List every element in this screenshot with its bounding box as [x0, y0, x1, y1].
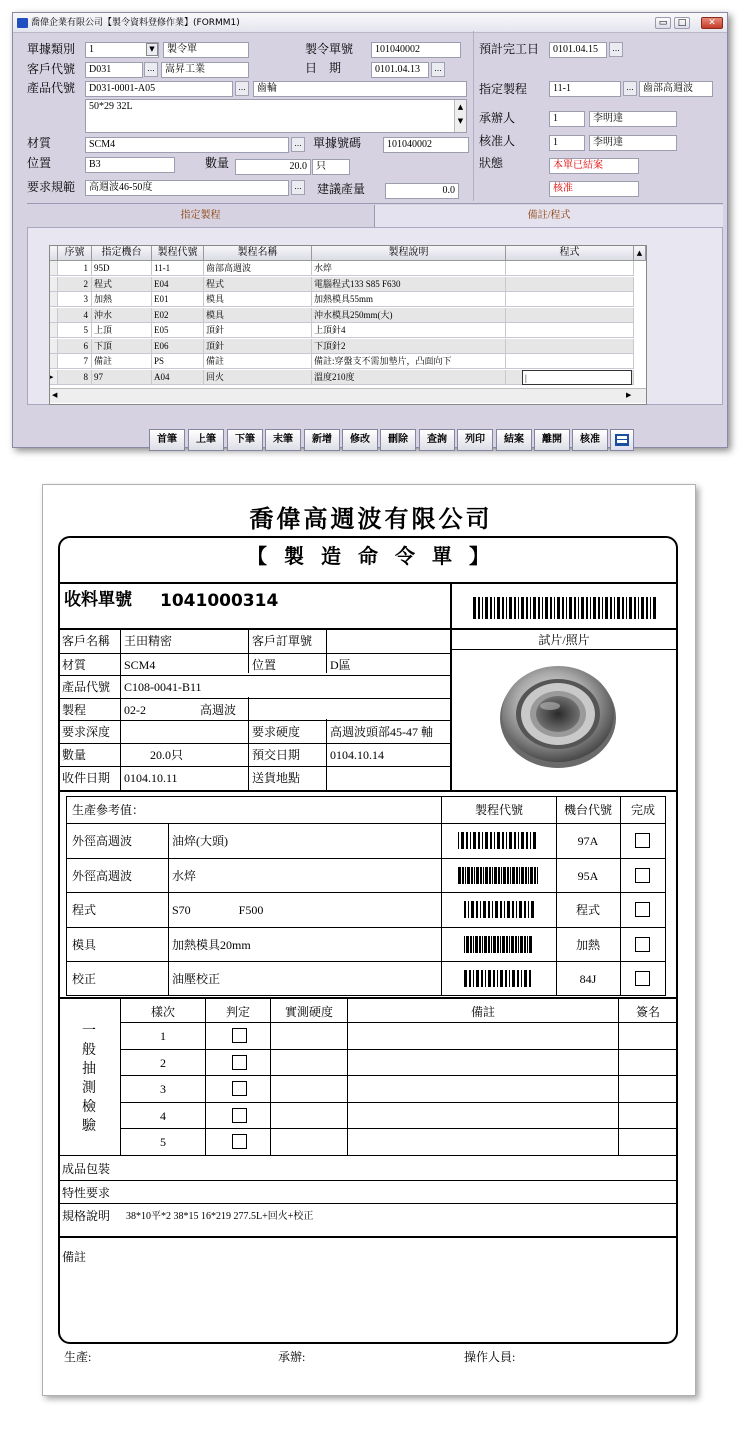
judgement-checkbox[interactable] — [232, 1081, 247, 1096]
process-barcode — [464, 936, 534, 953]
sample-number: 1 — [160, 1029, 166, 1043]
col-process-name[interactable]: 製程名稱 — [204, 246, 312, 261]
info-qty: 20.0只 — [150, 748, 184, 762]
doc-type-select[interactable]: 1 — [85, 42, 159, 58]
done-checkbox[interactable] — [635, 833, 650, 848]
grid-cell[interactable]: 8 — [58, 370, 92, 385]
info-process-name: 高週波 — [200, 703, 237, 717]
prod-hf-outer-2-a: 外徑高週波 — [72, 868, 133, 883]
grid-cell[interactable]: 95D — [92, 261, 152, 276]
col-process-desc[interactable]: 製程說明 — [312, 246, 506, 261]
grid-cell[interactable] — [506, 292, 634, 307]
process-lookup-button[interactable]: ... — [623, 81, 637, 96]
col-machine-code: 機台代號 — [563, 803, 612, 817]
requirement-lookup-button[interactable]: ... — [291, 180, 305, 195]
date-label: 日 期 — [305, 61, 342, 75]
sample-number: 2 — [160, 1055, 166, 1070]
scroll-up-button[interactable]: ▲ — [634, 246, 646, 261]
process-input[interactable]: 11-1 — [549, 81, 621, 97]
grid-cell[interactable]: 沖水 — [92, 308, 152, 323]
grid-cell[interactable] — [506, 339, 634, 354]
delete-button[interactable]: 刪除 — [380, 429, 416, 451]
minimize-button[interactable]: ▭ — [655, 17, 671, 29]
edit-button[interactable]: 修改 — [342, 429, 378, 451]
grid-cell[interactable]: 5 — [58, 323, 92, 338]
doc-type-label: 單據類別 — [27, 42, 76, 56]
material-input[interactable]: SCM4 — [85, 137, 289, 153]
prod-hf-outer-1-a: 外徑高週波 — [72, 834, 133, 848]
prev-button[interactable]: 上筆 — [188, 429, 224, 451]
process-barcode — [458, 867, 540, 884]
date-input[interactable]: 0101.04.13 — [371, 62, 429, 78]
remarks-label: 備註 — [62, 1250, 87, 1264]
info-recv-date: 0104.10.11 — [124, 771, 178, 785]
expected-finish-input[interactable]: 0101.04.15 — [549, 42, 607, 58]
print-button[interactable]: 列印 — [457, 429, 493, 451]
process-barcode — [464, 901, 534, 918]
production-table — [66, 796, 666, 996]
quantity-input[interactable]: 20.0 — [235, 159, 311, 175]
receipt-number: 1041000314 — [160, 591, 279, 611]
sample-number: 4 — [160, 1108, 166, 1123]
done-checkbox[interactable] — [635, 971, 650, 986]
packaging-label: 成品包裝 — [62, 1162, 111, 1176]
row-indicator — [50, 354, 58, 369]
prod-calibration-a: 校正 — [72, 972, 97, 987]
judgement-checkbox[interactable] — [232, 1134, 247, 1149]
info-location: D區 — [330, 658, 351, 672]
grid-cell[interactable]: 程式 — [92, 277, 152, 292]
requirement-input[interactable]: 高週波46-50度 — [85, 180, 289, 196]
col-judgement: 判定 — [225, 1005, 250, 1019]
sample-number: 5 — [160, 1135, 166, 1150]
exit-button[interactable]: 離開 — [534, 429, 570, 451]
spec-label: 規格說明 — [62, 1209, 111, 1223]
col-done: 完成 — [630, 803, 655, 817]
grid-cell[interactable]: E01 — [152, 292, 204, 307]
info-customer-name: 王田精密 — [124, 634, 173, 648]
grid-cell[interactable]: 水焠 — [312, 261, 506, 276]
active-cell-editor[interactable]: | — [522, 370, 632, 385]
customer-code-input[interactable]: D031 — [85, 62, 143, 78]
done-checkbox[interactable] — [635, 902, 650, 917]
col-sample: 樣次 — [150, 1005, 175, 1019]
app-icon — [17, 18, 28, 28]
grid-cell[interactable] — [506, 323, 634, 338]
tab-remarks[interactable]: 備註/程式 — [375, 205, 723, 227]
date-picker-button[interactable]: ... — [431, 62, 445, 77]
quantity-label: 數量 — [205, 156, 230, 170]
close-case-button[interactable]: 結案 — [496, 429, 532, 451]
info-due: 0104.10.14 — [330, 748, 384, 762]
handler-input[interactable]: 1 — [549, 111, 585, 127]
suggested-qty-label: 建議產量 — [317, 182, 366, 196]
info-customer-order-label: 客戶訂單號 — [252, 634, 313, 648]
info-delivery-label: 送貨地點 — [252, 771, 301, 785]
product-code-input[interactable]: D031-0001-A05 — [85, 81, 233, 97]
finish-date-picker-button[interactable]: ... — [609, 42, 623, 57]
product-code-label: 產品代號 — [27, 81, 76, 95]
info-recv-date-label: 收件日期 — [62, 771, 111, 785]
customer-lookup-button[interactable]: ... — [144, 62, 158, 77]
info-process-label: 製程 — [62, 703, 87, 717]
grid-cell[interactable]: E04 — [152, 277, 204, 292]
grid-cell[interactable]: 6 — [58, 339, 92, 354]
grid-cell[interactable]: 加熱模具55mm — [312, 292, 506, 307]
grid-cell[interactable]: 下頂針2 — [312, 339, 506, 354]
maximize-button[interactable]: □ — [674, 17, 690, 29]
photo-label: 試片/照片 — [538, 633, 590, 647]
col-remarks: 備註 — [470, 1005, 495, 1019]
special-req-label: 特性要求 — [62, 1186, 111, 1200]
col-machine[interactable]: 指定機台 — [92, 246, 152, 261]
prod-calibration-b: 油壓校正 — [172, 972, 221, 987]
suggested-qty-input[interactable]: 0.0 — [385, 183, 459, 199]
grid-cell[interactable]: 備註 — [204, 354, 312, 369]
info-customer-name-label: 客戶名稱 — [62, 634, 111, 648]
grid-cell[interactable]: 下頂 — [92, 339, 152, 354]
product-spec-textarea[interactable]: 50*29 32L — [85, 99, 467, 133]
machine-code: 97A — [577, 834, 599, 848]
col-seq[interactable]: 序號 — [58, 246, 92, 261]
grid-cell[interactable]: A04 — [152, 370, 204, 385]
grid-cell[interactable]: 11-1 — [152, 261, 204, 276]
machine-code: 加熱 — [575, 937, 600, 952]
grid-cell[interactable]: 7 — [58, 354, 92, 369]
grid-cell[interactable]: E06 — [152, 339, 204, 354]
horizontal-scrollbar[interactable]: ◀ ▶ — [50, 388, 646, 403]
col-program[interactable]: 程式 — [506, 246, 634, 261]
prod-mold-b: 加熱模具20mm — [172, 937, 251, 952]
info-depth-label: 要求深度 — [62, 725, 111, 739]
grid-cell[interactable]: 程式 — [204, 277, 312, 292]
grid-cell[interactable] — [506, 354, 634, 369]
grid-cell[interactable]: E05 — [152, 323, 204, 338]
process-barcode — [458, 832, 540, 849]
grid-cell[interactable]: E02 — [152, 308, 204, 323]
judgement-checkbox[interactable] — [232, 1108, 247, 1123]
doc-type-name: 製令單 — [163, 42, 249, 58]
customer-code-label: 客戶代號 — [27, 62, 76, 76]
process-grid — [49, 245, 647, 405]
new-button[interactable]: 新增 — [304, 429, 340, 451]
machine-code: 84J — [579, 972, 597, 987]
judgement-checkbox[interactable] — [232, 1055, 247, 1070]
sign-production: 生產: — [64, 1350, 92, 1364]
grid-cell[interactable]: 回火 — [204, 370, 312, 385]
prod-ref-label: 生產參考值： — [72, 803, 145, 817]
grid-cell[interactable]: 模具 — [204, 308, 312, 323]
done-checkbox[interactable] — [635, 868, 650, 883]
prod-hf-outer-1-b: 油焠(大頭) — [172, 834, 228, 848]
grid-cell[interactable]: 電腦程式133 S85 F630 — [312, 277, 506, 292]
info-hardness: 高週波頭部45-47 軸 — [330, 725, 433, 739]
app-window — [12, 12, 728, 448]
sample-photo — [498, 660, 620, 772]
approval-status: 核准 — [549, 181, 639, 197]
product-name: 齒輪 — [253, 81, 467, 97]
approver-label: 核准人 — [479, 134, 516, 148]
product-lookup-button[interactable]: ... — [235, 81, 249, 96]
sample-number: 3 — [160, 1082, 166, 1097]
column-divider — [473, 31, 474, 201]
grid-cell[interactable]: 模具 — [204, 292, 312, 307]
chevron-down-icon[interactable]: ▼ — [146, 43, 158, 56]
title-bar — [13, 13, 727, 33]
handler-name: 李明達 — [589, 111, 677, 127]
info-hardness-label: 要求硬度 — [252, 725, 301, 739]
info-material: SCM4 — [124, 658, 156, 672]
last-button[interactable]: 末筆 — [265, 429, 301, 451]
location-label: 位置 — [27, 156, 52, 170]
row-indicator — [50, 323, 58, 338]
grid-cell[interactable] — [506, 308, 634, 323]
close-button[interactable]: ✕ — [701, 17, 723, 29]
sign-handler: 承辦: — [278, 1350, 306, 1364]
next-button[interactable]: 下筆 — [227, 429, 263, 451]
grid-cell[interactable] — [506, 261, 634, 276]
quantity-unit[interactable]: 只 — [312, 159, 350, 175]
col-hardness: 實測硬度 — [284, 1005, 333, 1019]
process-label: 指定製程 — [479, 82, 528, 96]
grid-cell[interactable]: 齒部高週波 — [204, 261, 312, 276]
sign-operator: 操作人員: — [464, 1350, 516, 1364]
row-indicator — [50, 292, 58, 307]
location-input[interactable]: B3 — [85, 157, 175, 173]
grid-cell[interactable]: 97 — [92, 370, 152, 385]
judgement-checkbox[interactable] — [232, 1028, 247, 1043]
grid-cell[interactable]: 頂針 — [204, 323, 312, 338]
receipt-label: 收料單號 — [64, 590, 132, 609]
order-no-label: 製令單號 — [305, 42, 354, 56]
status-label: 狀態 — [479, 156, 504, 170]
row-indicator — [50, 308, 58, 323]
query-button[interactable]: 查詢 — [419, 429, 455, 451]
grid-cell[interactable]: 頂針 — [204, 339, 312, 354]
requirement-label: 要求規範 — [27, 180, 76, 194]
info-location-label: 位置 — [252, 658, 277, 672]
info-material-label: 材質 — [62, 658, 87, 672]
spec-value: 38*10平*2 38*15 16*219 277.5L+回火+校正 — [126, 1211, 314, 1222]
process-barcode — [464, 970, 534, 987]
info-product-label: 產品代號 — [62, 680, 111, 694]
grid-cell[interactable]: 上頂 — [92, 323, 152, 338]
receipt-barcode — [473, 597, 657, 619]
prod-hf-outer-2-b: 水焠 — [172, 868, 197, 883]
approver-name: 李明達 — [589, 135, 677, 151]
grid-cell[interactable]: 備註 — [92, 354, 152, 369]
machine-code: 95A — [577, 868, 599, 883]
grid-cell[interactable]: 3 — [58, 292, 92, 307]
grid-cell[interactable]: PS — [152, 354, 204, 369]
document-title: 【 製 造 命 令 單 】 — [247, 546, 495, 568]
company-name: 喬偉高週波有限公司 — [249, 507, 493, 533]
prod-program-b: S70 F500 — [172, 903, 264, 918]
receipt-no-label: 單據號碼 — [313, 136, 362, 150]
col-process-code[interactable]: 製程代號 — [152, 246, 204, 261]
grid-cell[interactable]: 1 — [58, 261, 92, 276]
col-process-code: 製程代號 — [474, 803, 523, 817]
row-indicator — [50, 261, 58, 276]
process-name: 齒部高週波 — [639, 81, 713, 97]
approve-button[interactable]: 核准 — [572, 429, 608, 451]
sampling-label: 一般抽測檢驗 — [82, 1024, 96, 1134]
grid-cell[interactable]: 溫度210度 — [312, 370, 506, 385]
customer-name: 嵩昇工業 — [161, 62, 249, 78]
prod-mold-a: 模具 — [72, 937, 97, 952]
first-button[interactable]: 首筆 — [149, 429, 185, 451]
order-no-input[interactable]: 101040002 — [371, 42, 461, 58]
info-product: C108-0041-B11 — [124, 680, 202, 694]
grid-cell[interactable]: 沖水模具250mm(大) — [312, 308, 506, 323]
material-lookup-button[interactable]: ... — [291, 137, 305, 152]
info-process-code: 02-2 — [124, 703, 146, 717]
tab-process[interactable]: 指定製程 — [27, 205, 375, 227]
handler-label: 承辦人 — [479, 111, 516, 125]
info-due-label: 預交日期 — [252, 748, 301, 762]
done-checkbox[interactable] — [635, 937, 650, 952]
machine-code: 程式 — [575, 903, 600, 918]
row-indicator: ▸ — [50, 370, 58, 385]
textarea-scrollbar[interactable]: ▲ ▼ — [454, 100, 466, 132]
receipt-no-input[interactable]: 101040002 — [383, 137, 469, 153]
prod-program-a: 程式 — [72, 903, 97, 918]
expected-finish-label: 預計完工日 — [479, 42, 540, 56]
grid-cell[interactable]: 2 — [58, 277, 92, 292]
material-label: 材質 — [27, 136, 52, 150]
grid-cell[interactable] — [506, 277, 634, 292]
grid-cell[interactable]: 4 — [58, 308, 92, 323]
status-value: 本單已結案 — [549, 158, 639, 174]
approver-input[interactable]: 1 — [549, 135, 585, 151]
window-title: 喬偉企業有限公司【製令資料登修作業】(FORMM1) — [31, 18, 240, 28]
row-indicator — [50, 339, 58, 354]
info-qty-label: 數量 — [62, 748, 87, 762]
row-indicator — [50, 277, 58, 292]
grid-cell[interactable]: 加熱 — [92, 292, 152, 307]
grid-cell[interactable]: 上頂針4 — [312, 323, 506, 338]
grid-cell[interactable]: 備註:穿盤支不需加墊片，凸面向下 — [312, 354, 506, 369]
grid-view-icon[interactable] — [610, 429, 634, 451]
col-signature: 簽名 — [635, 1005, 660, 1019]
